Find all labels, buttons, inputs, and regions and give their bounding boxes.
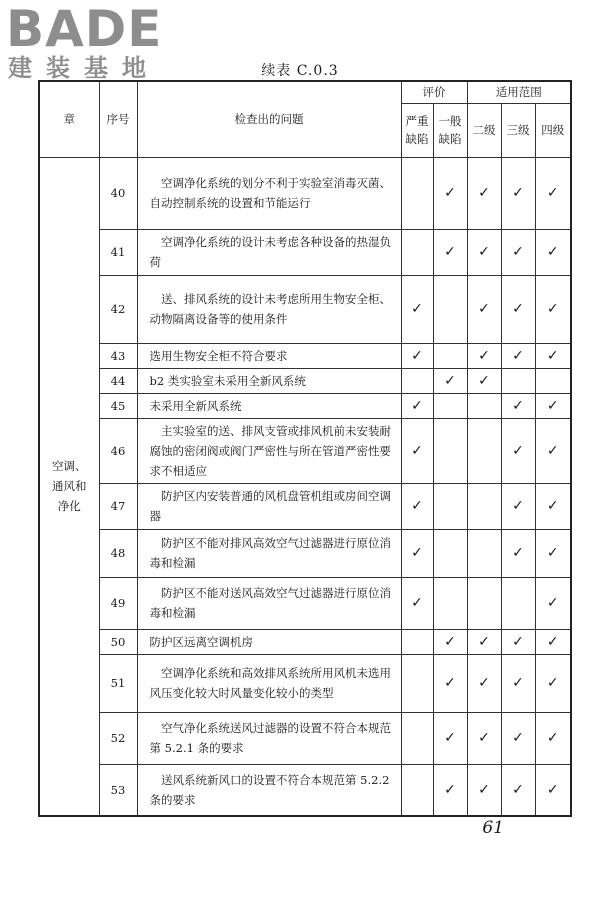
check-icon: ✓ [546,730,559,746]
mark-general [433,764,467,816]
row-number: 53 [99,764,137,816]
check-icon: ✓ [546,347,559,364]
mark-severe [401,275,433,343]
row-issue: 空调净化系统和高效排风系统所用风机未选用风压变化较大时风量变化较小的类型 [137,654,401,712]
mark-level4 [535,483,571,529]
table-row [39,629,571,654]
mark-severe [401,764,433,816]
check-icon: ✓ [512,347,524,364]
mark-level4 [535,343,571,368]
check-icon: ✓ [546,781,559,798]
row-issue: 送风系统新风口的设置不符合本规范第 5.2.2 条的要求 [137,764,401,816]
check-icon: ✓ [546,675,559,691]
header-level3: 三级 [501,103,535,157]
mark-level4 [535,712,571,764]
mark-level3 [501,418,535,483]
mark-level4 [535,157,571,229]
table-row [39,229,571,275]
check-icon: ✓ [411,595,423,611]
row-number: 47 [99,483,137,529]
check-icon: ✓ [411,545,423,561]
row-number: 42 [99,275,137,343]
check-icon: ✓ [478,675,490,691]
check-icon: ✓ [411,498,423,514]
table-row [39,418,571,483]
table-row [39,343,571,368]
check-icon: ✓ [512,781,524,798]
row-issue: 防护区不能对排风高效空气过滤器进行原位消毒和检漏 [137,529,401,577]
check-icon: ✓ [512,633,524,650]
page-number: 61 [482,818,504,838]
check-icon: ✓ [444,730,456,746]
check-icon: ✓ [512,675,524,691]
table-row [39,529,571,577]
header-level2: 二级 [467,103,501,157]
header-general [433,103,467,157]
check-icon: ✓ [512,301,524,317]
mark-severe [401,577,433,629]
mark-level2 [467,483,501,529]
table-row [39,764,571,816]
check-icon: ✓ [444,244,456,260]
check-icon: ✓ [546,244,559,260]
mark-level3 [501,629,535,654]
check-icon: ✓ [512,545,524,561]
row-issue: 选用生物安全柜不符合要求 [137,343,401,368]
mark-severe [401,157,433,229]
table-row [39,483,571,529]
mark-general [433,629,467,654]
check-icon: ✓ [512,442,524,459]
mark-level3 [501,654,535,712]
mark-level3 [501,275,535,343]
check-icon: ✓ [478,347,490,364]
mark-level4 [535,654,571,712]
check-icon: ✓ [444,633,456,650]
table-row [39,654,571,712]
check-icon: ✓ [411,397,423,414]
header-eval: 评价 [401,81,467,103]
mark-level4 [535,393,571,418]
row-number: 49 [99,577,137,629]
check-icon: ✓ [478,301,490,317]
mark-level3 [501,393,535,418]
table-caption: 续表 C.0.3 [261,63,339,79]
check-icon: ✓ [478,633,490,650]
check-icon: ✓ [512,498,524,514]
mark-severe [401,368,433,393]
header-scope: 适用范围 [467,81,571,103]
header-general-line1: 一般 [438,114,462,128]
check-icon: ✓ [512,185,524,201]
check-icon: ✓ [411,301,423,317]
mark-level4 [535,629,571,654]
logo-subtitle: 建装基地 [8,54,160,82]
mark-level4 [535,764,571,816]
row-number: 43 [99,343,137,368]
chapter-cell [39,157,99,816]
row-issue: b2 类实验室未采用全新风系统 [137,368,401,393]
mark-severe [401,229,433,275]
mark-general [433,229,467,275]
mark-level4 [535,229,571,275]
header-seq: 序号 [99,81,137,157]
check-icon: ✓ [546,633,559,650]
row-issue: 空气净化系统送风过滤器的设置不符合本规范第 5.2.1 条的要求 [137,712,401,764]
mark-general [433,275,467,343]
row-number: 46 [99,418,137,483]
check-icon: ✓ [512,244,524,260]
mark-severe [401,712,433,764]
row-number: 50 [99,629,137,654]
row-issue: 防护区远离空调机房 [137,629,401,654]
row-issue: 防护区内安装普通的风机盘管机组或房间空调器 [137,483,401,529]
check-icon: ✓ [411,347,423,364]
mark-general [433,393,467,418]
table-row [39,275,571,343]
mark-level4 [535,577,571,629]
mark-general [433,577,467,629]
mark-level4 [535,275,571,343]
mark-severe [401,629,433,654]
header-chapter: 章 [39,81,99,157]
mark-general [433,483,467,529]
check-icon: ✓ [478,244,490,260]
chapter-name-line: 净化 [57,499,81,514]
mark-level3 [501,764,535,816]
mark-level3 [501,712,535,764]
mark-level2 [467,157,501,229]
mark-severe [401,418,433,483]
mark-level2 [467,764,501,816]
mark-level4 [535,418,571,483]
mark-general [433,368,467,393]
header-general-line2: 缺陷 [438,132,462,146]
chapter-name-line: 空调、 [52,459,87,474]
check-icon: ✓ [411,442,423,459]
mark-general [433,418,467,483]
mark-level4 [535,368,571,393]
row-number: 52 [99,712,137,764]
mark-level2 [467,712,501,764]
mark-level2 [467,577,501,629]
header-severe-line2: 缺陷 [405,132,429,146]
row-number: 41 [99,229,137,275]
mark-level3 [501,343,535,368]
chapter-name-line: 通风和 [52,479,87,494]
mark-level3 [501,529,535,577]
table-row [39,712,571,764]
row-issue: 空调净化系统的划分不利于实验室消毒灭菌、自动控制系统的设置和节能运行 [137,157,401,229]
check-icon: ✓ [546,397,559,414]
table-row [39,368,571,393]
logo-wordmark: BADE [6,0,163,58]
mark-level2 [467,654,501,712]
table-row [39,393,571,418]
mark-level3 [501,368,535,393]
mark-general [433,654,467,712]
check-icon: ✓ [546,595,559,611]
check-icon: ✓ [478,730,490,746]
mark-level2 [467,229,501,275]
mark-general [433,712,467,764]
mark-level2 [467,529,501,577]
row-number: 48 [99,529,137,577]
check-icon: ✓ [444,185,456,201]
check-icon: ✓ [546,301,559,317]
row-issue: 送、排风系统的设计未考虑所用生物安全柜、动物隔离设备等的使用条件 [137,275,401,343]
mark-severe [401,343,433,368]
check-icon: ✓ [444,372,456,389]
header-level4: 四级 [535,103,571,157]
row-issue: 主实验室的送、排风支管或排风机前未安装耐腐蚀的密闭阀或阀门严密性与所在管道严密性要求不相适应 [137,418,401,483]
mark-level4 [535,529,571,577]
row-number: 51 [99,654,137,712]
table-row [39,157,571,229]
mark-level3 [501,229,535,275]
check-icon: ✓ [512,397,524,414]
check-icon: ✓ [478,185,490,201]
mark-severe [401,483,433,529]
mark-severe [401,393,433,418]
row-issue: 空调净化系统的设计未考虑各种设备的热湿负荷 [137,229,401,275]
header-issue: 检查出的问题 [137,81,401,157]
header-severe-line1: 严重 [405,114,429,128]
row-number: 44 [99,368,137,393]
mark-level2 [467,629,501,654]
row-number: 45 [99,393,137,418]
mark-severe [401,529,433,577]
check-icon: ✓ [546,545,559,561]
mark-level3 [501,577,535,629]
check-icon: ✓ [546,442,559,459]
mark-level2 [467,418,501,483]
check-icon: ✓ [444,781,456,798]
row-issue: 未采用全新风系统 [137,393,401,418]
check-icon: ✓ [546,498,559,514]
check-icon: ✓ [444,675,456,691]
table-body [39,157,571,816]
check-icon: ✓ [512,730,524,746]
mark-general [433,343,467,368]
mark-level2 [467,368,501,393]
check-icon: ✓ [478,372,490,389]
row-number: 40 [99,157,137,229]
check-icon: ✓ [478,781,490,798]
header-severe [401,103,433,157]
mark-severe [401,654,433,712]
mark-level3 [501,483,535,529]
inspection-table [38,80,572,817]
mark-general [433,529,467,577]
mark-level3 [501,157,535,229]
table-row [39,577,571,629]
mark-general [433,157,467,229]
row-issue: 防护区不能对送风高效空气过滤器进行原位消毒和检漏 [137,577,401,629]
mark-level2 [467,393,501,418]
mark-level2 [467,343,501,368]
mark-level2 [467,275,501,343]
check-icon: ✓ [546,185,559,201]
